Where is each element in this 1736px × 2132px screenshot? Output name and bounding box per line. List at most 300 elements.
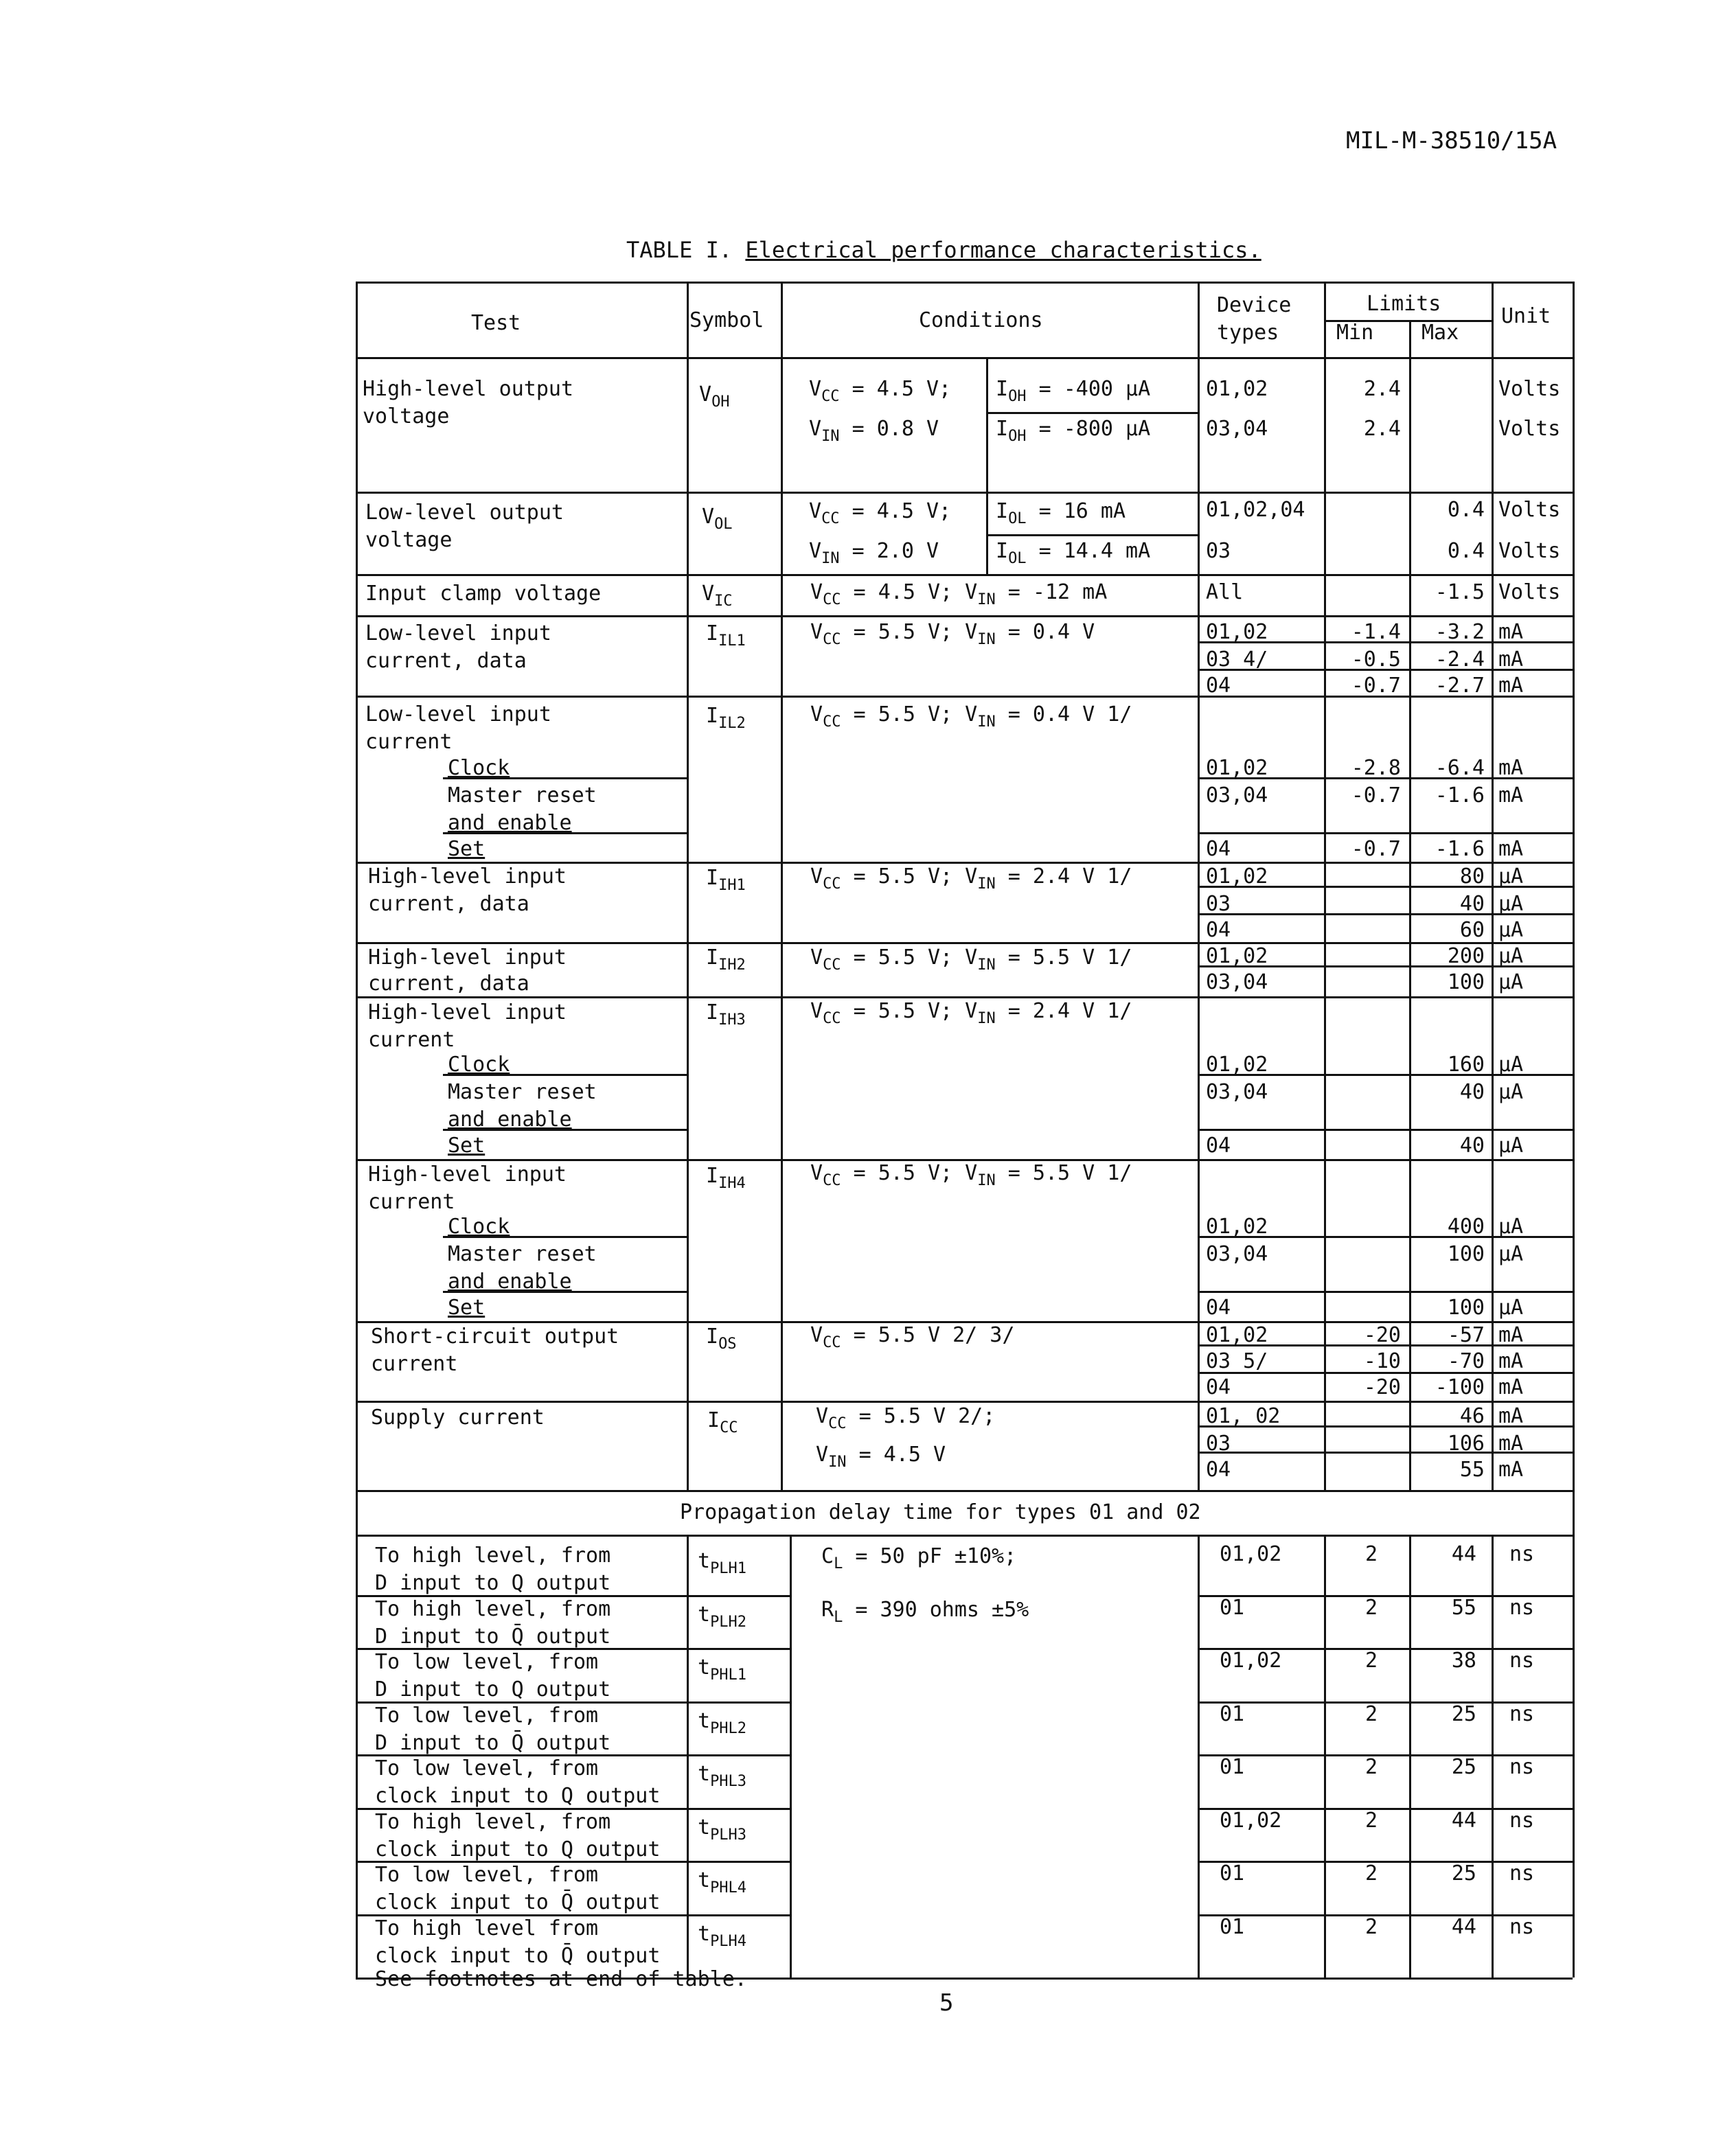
symbol-vic	[702, 584, 733, 609]
device-type-value: 03 4/	[1206, 647, 1268, 672]
col-rule	[687, 282, 689, 1490]
condition-text	[809, 379, 951, 404]
expression-text: = 4.5 V	[846, 1443, 946, 1467]
expression-text: I	[996, 499, 1009, 523]
expression-text: = 14.4 mA	[1026, 539, 1151, 563]
max-value: 55	[1459, 1458, 1485, 1482]
device-type-value: 01, 02	[1206, 1404, 1281, 1428]
prop-device-type: 01	[1220, 1755, 1245, 1779]
prop-test-line1: To high level, from	[375, 1544, 611, 1568]
document-id: MIL-M-38510/15A	[1346, 127, 1557, 154]
prop-unit: ns	[1509, 1649, 1535, 1673]
subscript: OH	[1008, 428, 1027, 445]
device-type-value: 04	[1206, 1134, 1231, 1158]
sub-row-line	[443, 1074, 687, 1076]
expression-text: = -400 μA	[1026, 377, 1151, 401]
sub-item-clock: Clock	[448, 1053, 510, 1077]
header-types: types	[1217, 321, 1279, 345]
subscript: OL	[1008, 510, 1027, 527]
row-separator	[356, 862, 1573, 864]
unit-value: mA	[1498, 756, 1524, 780]
subscript: PHL2	[710, 1719, 747, 1737]
prop-device-type: 01	[1220, 1861, 1245, 1885]
subscript: IN	[977, 713, 996, 731]
cond-split-line	[986, 534, 1198, 536]
expression-text: I	[996, 539, 1009, 563]
expression-text: = 50 pF ±10%;	[843, 1544, 1017, 1568]
min-value: 2.4	[1363, 417, 1401, 441]
footnote-reference: See footnotes at end of table.	[375, 1967, 747, 1991]
expression-text: I	[706, 1164, 719, 1188]
test-name: High-level output	[363, 377, 574, 401]
device-type-value: 03 5/	[1206, 1349, 1268, 1373]
header-test: Test	[471, 311, 521, 335]
header-max: Max	[1421, 321, 1459, 345]
expression-text: = 0.4 V 1/	[995, 702, 1132, 726]
prop-device-type: 01,02	[1220, 1542, 1282, 1566]
device-type-value: 03,04	[1206, 417, 1268, 441]
row-separator	[356, 1401, 1573, 1403]
expression-text: I	[706, 1325, 719, 1349]
expression-text: t	[698, 1602, 711, 1627]
expression-text: V	[809, 377, 822, 401]
subscript: IN	[977, 591, 996, 608]
symbol-vol	[702, 507, 733, 532]
prop-delay-heading: Propagation delay time for types 01 and 02	[680, 1500, 1201, 1524]
prop-max: 25	[1451, 1861, 1476, 1885]
symbol-voh	[699, 382, 730, 411]
prop-test-line2: D input to Q output	[375, 1677, 611, 1701]
subscript: IN	[977, 631, 996, 648]
table-caption: Electrical performance characteristics.	[745, 237, 1261, 263]
prop-symbol	[698, 1764, 746, 1789]
max-value: 100	[1447, 1296, 1485, 1320]
expression-text: I	[706, 866, 719, 890]
expression-text: V	[816, 1404, 829, 1428]
prop-condition-rl	[821, 1600, 1029, 1625]
prop-test-line1: To low level, from	[375, 1703, 599, 1728]
prop-symbol	[698, 1655, 747, 1684]
unit-value: μA	[1498, 864, 1524, 889]
test-name: High-level input	[368, 1000, 567, 1024]
expression-text: = 5.5 V; V	[841, 620, 978, 644]
unit-value: μA	[1498, 1053, 1524, 1077]
expression-text: V	[810, 945, 823, 970]
prop-symbol	[698, 1551, 746, 1577]
expression-text: = 4.5 V;	[839, 377, 952, 401]
row-separator	[356, 1490, 1573, 1492]
subscript: CC	[821, 510, 840, 527]
min-value: -20	[1363, 1323, 1401, 1347]
expression-text: t	[698, 1815, 711, 1839]
test-name: Low-level input	[365, 702, 551, 726]
expression-text: I	[996, 377, 1009, 401]
prop-heading-separator	[356, 1535, 1573, 1537]
prop-symbol	[698, 1602, 747, 1631]
prop-test-line2: D input to Q̄ output	[375, 1730, 611, 1755]
expression-text: I	[706, 1000, 719, 1024]
prop-max: 44	[1451, 1914, 1476, 1939]
row-separator	[356, 574, 1573, 576]
subscript: IN	[977, 875, 996, 893]
expression-text: V	[810, 580, 823, 604]
subscript: PHL4	[710, 1879, 747, 1896]
device-type-value: 01,02	[1206, 944, 1268, 968]
test-name: Low-level input	[365, 621, 551, 645]
unit-value: Volts	[1498, 539, 1561, 563]
unit-value: mA	[1498, 1323, 1524, 1347]
expression-text: V	[809, 417, 822, 441]
cond-split-line	[986, 412, 1198, 414]
row-separator	[356, 357, 1573, 359]
max-value: -3.2	[1435, 620, 1485, 644]
min-value: -0.7	[1351, 837, 1401, 861]
sub-item-set: Set	[448, 1134, 486, 1158]
expression-text: V	[702, 505, 715, 529]
test-name: current	[368, 1028, 455, 1052]
test-name: current, data	[365, 649, 527, 673]
expression-text: I	[706, 945, 719, 970]
sub-row-line	[1198, 641, 1573, 643]
unit-value: μA	[1498, 1215, 1524, 1239]
device-type-value: 04	[1206, 1458, 1231, 1482]
table-top-border	[356, 282, 1573, 284]
subscript: CC	[720, 1419, 738, 1436]
expression-text: V	[702, 582, 715, 606]
condition-text	[996, 501, 1126, 527]
device-type-value: 01,02	[1206, 1053, 1268, 1077]
test-name: current, data	[368, 972, 529, 996]
prop-min: 2	[1364, 1755, 1378, 1779]
prop-test-line1: To low level, from	[375, 1756, 599, 1780]
test-name: Supply current	[371, 1406, 545, 1430]
unit-value: μA	[1498, 944, 1524, 968]
row-separator	[356, 996, 1573, 998]
expression-text: t	[698, 1708, 711, 1733]
prop-test-line2: clock input to Q̄ output	[375, 1943, 661, 1968]
header-limits: Limits	[1367, 292, 1441, 316]
device-type-value: 04	[1206, 1296, 1231, 1320]
max-value: 46	[1459, 1404, 1485, 1428]
expression-text: = 5.5 V 1/	[995, 945, 1132, 970]
expression-text: = -800 μA	[1026, 417, 1151, 441]
sub-item-and-enable: and enable	[448, 1270, 572, 1294]
prop-symbol	[698, 1708, 747, 1737]
expression-text: I	[996, 417, 1009, 441]
device-type-value: 03,04	[1206, 1080, 1268, 1104]
subscript: IH3	[718, 1011, 746, 1029]
test-name: voltage	[363, 404, 450, 428]
row-separator	[356, 492, 1573, 494]
sub-item-and-enable: and enable	[448, 1108, 572, 1132]
row-separator	[356, 615, 1573, 617]
unit-value: mA	[1498, 1349, 1524, 1373]
condition-text	[996, 379, 1150, 404]
min-value: -20	[1363, 1375, 1401, 1399]
expression-text: t	[698, 1868, 711, 1892]
unit-value: mA	[1498, 647, 1524, 672]
min-value: -2.8	[1351, 756, 1401, 780]
condition-text	[810, 582, 1107, 608]
unit-value: mA	[1498, 674, 1524, 698]
prop-test-line1: To low level, from	[375, 1863, 599, 1887]
sub-row-line	[1198, 1074, 1573, 1076]
sub-row-line	[443, 832, 687, 834]
subscript: PHL3	[710, 1773, 747, 1790]
prop-test-line1: To high level, from	[375, 1809, 611, 1834]
prop-unit: ns	[1509, 1861, 1535, 1885]
expression-text: = 0.4 V	[995, 620, 1095, 644]
device-type-value: 03,04	[1206, 970, 1268, 994]
expression-text: = 2.4 V 1/	[995, 864, 1132, 889]
subscript: IN	[821, 550, 840, 567]
unit-value: mA	[1498, 1404, 1524, 1428]
prop-device-type: 01,02	[1220, 1649, 1282, 1673]
expression-text: = 5.5 V 2/;	[846, 1404, 996, 1428]
prop-test-line1: To low level, from	[375, 1650, 599, 1674]
prop-test-line2: D input to Q output	[375, 1571, 611, 1595]
prop-unit: ns	[1509, 1542, 1535, 1566]
header-unit: Unit	[1501, 304, 1551, 328]
sub-item-clock: Clock	[448, 1215, 510, 1239]
expression-text: I	[707, 1408, 720, 1432]
test-name: voltage	[365, 528, 453, 552]
condition-text	[810, 1325, 1014, 1351]
condition-text	[810, 622, 1095, 647]
sub-row-line	[1198, 777, 1573, 779]
prop-device-type: 01,02	[1220, 1808, 1282, 1833]
expression-text: V	[810, 864, 823, 889]
expression-text: V	[810, 702, 823, 726]
device-type-value: 01,02	[1206, 1323, 1268, 1347]
expression-text: = 0.8 V	[839, 417, 939, 441]
expression-text: V	[816, 1443, 829, 1467]
prop-test-line1: To high level, from	[375, 1596, 611, 1621]
table-title	[626, 239, 1261, 261]
max-value: 200	[1447, 944, 1485, 968]
prop-test-line2: clock input to Q output	[375, 1837, 661, 1861]
sub-row-line	[1198, 965, 1573, 967]
device-type-value: 04	[1206, 674, 1231, 698]
condition-text	[809, 541, 939, 566]
symbol-iih1	[706, 868, 746, 893]
test-name: current	[371, 1352, 458, 1376]
prop-test-line2: D input to Q̄ output	[375, 1624, 611, 1649]
unit-value: mA	[1498, 1458, 1524, 1482]
min-max-divider	[1409, 320, 1411, 357]
header-conditions: Conditions	[919, 308, 1043, 332]
symbol-iih4	[706, 1166, 746, 1191]
condition-text	[809, 501, 951, 527]
unit-value: Volts	[1498, 417, 1561, 441]
expression-text: V	[810, 620, 823, 644]
col-rule	[781, 282, 783, 1490]
max-value: 40	[1459, 1080, 1485, 1104]
page-number: 5	[939, 1989, 954, 2017]
symbol-iih3	[706, 1002, 746, 1028]
prop-max: 25	[1451, 1701, 1476, 1726]
expression-text: V	[810, 1161, 823, 1185]
expression-text: = 390 ohms ±5%	[843, 1598, 1029, 1622]
expression-text: = -12 mA	[995, 580, 1108, 604]
expression-text: t	[698, 1921, 711, 1946]
condition-text	[810, 704, 1132, 730]
subscript: PLH3	[710, 1826, 747, 1844]
subscript: OL	[1008, 550, 1027, 567]
device-type-value: 04	[1206, 918, 1231, 942]
test-name: current	[368, 1190, 455, 1214]
expression-text: V	[809, 539, 822, 563]
sub-row-line	[1198, 1425, 1573, 1428]
expression-text: = 4.5 V; V	[841, 580, 978, 604]
max-value: 80	[1459, 864, 1485, 889]
condition-text	[810, 1001, 1132, 1027]
subscript: IN	[977, 1010, 996, 1027]
test-name: High-level input	[368, 864, 567, 889]
condition-text	[810, 1163, 1132, 1189]
prop-test-line1: To high level from	[375, 1916, 599, 1940]
prop-symbol	[698, 1870, 746, 1896]
prop-min: 2	[1364, 1649, 1378, 1673]
device-type-value: 01,02	[1206, 377, 1268, 401]
subscript: PLH1	[710, 1560, 747, 1577]
col-rule	[790, 1535, 792, 1978]
prop-condition-cl	[821, 1546, 1016, 1572]
subscript: CC	[821, 388, 840, 405]
subscript: CC	[823, 875, 841, 893]
test-name: current, data	[368, 892, 529, 916]
device-type-value: 04	[1206, 837, 1231, 861]
device-type-value: 03,04	[1206, 783, 1268, 807]
expression-text: V	[810, 1323, 823, 1347]
max-value: -100	[1435, 1375, 1485, 1399]
header-symbol: Symbol	[689, 308, 764, 332]
symbol-icc	[707, 1410, 738, 1436]
expression-text: I	[706, 621, 719, 645]
prop-min: 2	[1364, 1914, 1378, 1939]
sub-row-line	[1198, 1236, 1573, 1238]
expression-text: = 5.5 V; V	[841, 864, 978, 889]
unit-value: μA	[1498, 1080, 1524, 1104]
prop-unit: ns	[1509, 1808, 1535, 1833]
max-value: 100	[1447, 1242, 1485, 1266]
unit-value: mA	[1498, 1375, 1524, 1399]
subscript: IC	[714, 593, 733, 610]
unit-value: μA	[1498, 1296, 1524, 1320]
expression-text: t	[698, 1655, 711, 1680]
sub-row-line	[1198, 1129, 1573, 1131]
max-value: 60	[1459, 918, 1485, 942]
condition-text	[816, 1406, 995, 1432]
subscript: IN	[977, 1172, 996, 1189]
max-value: 160	[1447, 1053, 1485, 1077]
max-value: -6.4	[1435, 756, 1485, 780]
subscript: CC	[823, 1010, 841, 1027]
sub-item-set: Set	[448, 837, 486, 861]
sub-item-clock: Clock	[448, 756, 510, 780]
sub-row-line	[1198, 913, 1573, 915]
device-type-value: 01,02	[1206, 620, 1268, 644]
subscript: L	[834, 1555, 843, 1572]
prop-max: 44	[1451, 1808, 1476, 1833]
unit-value: mA	[1498, 837, 1524, 861]
subscript: L	[834, 1609, 843, 1626]
sub-row-line	[1198, 1291, 1573, 1293]
device-type-value: 01,02,04	[1206, 498, 1305, 522]
test-name: High-level input	[368, 1162, 567, 1187]
expression-text: = 5.5 V; V	[841, 945, 978, 970]
expression-text: V	[699, 382, 712, 406]
condition-text	[996, 419, 1150, 444]
symbol-iil2	[706, 706, 746, 731]
expression-text: I	[706, 704, 719, 728]
expression-text: = 2.0 V	[839, 539, 939, 563]
min-value: -10	[1363, 1349, 1401, 1373]
expression-text: V	[809, 499, 822, 523]
device-type-value: 03,04	[1206, 1242, 1268, 1266]
table-label: TABLE I.	[626, 237, 733, 263]
unit-value: Volts	[1498, 377, 1561, 401]
unit-value: μA	[1498, 970, 1524, 994]
max-value: -1.6	[1435, 837, 1485, 861]
unit-value: μA	[1498, 1134, 1524, 1158]
prop-max: 44	[1451, 1542, 1476, 1566]
sub-item-and-enable: and enable	[448, 811, 572, 835]
prop-test-line2: clock input to Q output	[375, 1784, 661, 1808]
expression-text: = 5.5 V; V	[841, 702, 978, 726]
sub-row-line	[443, 777, 687, 779]
expression-text: R	[821, 1598, 834, 1622]
condition-text	[816, 1445, 946, 1470]
symbol-iil1	[706, 623, 746, 649]
expression-text: t	[698, 1762, 711, 1786]
max-value: -57	[1447, 1323, 1485, 1347]
test-name: Input clamp voltage	[365, 582, 602, 606]
subscript: OH	[1008, 388, 1027, 405]
expression-text: = 4.5 V;	[839, 499, 952, 523]
max-value: 0.4	[1447, 498, 1485, 522]
table-left-border	[356, 282, 358, 1978]
max-value: 0.4	[1447, 539, 1485, 563]
sub-row-line	[1198, 886, 1573, 888]
max-value: 40	[1459, 1134, 1485, 1158]
prop-max: 55	[1451, 1595, 1476, 1620]
prop-device-type: 01	[1220, 1914, 1245, 1939]
subscript: CC	[828, 1415, 847, 1432]
sub-row-line	[443, 1129, 687, 1131]
col-rule	[1409, 357, 1411, 1490]
device-type-value: 04	[1206, 1375, 1231, 1399]
subscript: OL	[714, 516, 733, 533]
subscript: IN	[821, 428, 840, 445]
expression-text: V	[810, 999, 823, 1023]
subscript: IH4	[718, 1175, 746, 1192]
sub-item-set: Set	[448, 1296, 486, 1320]
prop-test-line2: clock input to Q̄ output	[375, 1890, 661, 1914]
table-right-border	[1573, 282, 1575, 1978]
test-name: current	[365, 730, 453, 754]
expression-text: = 16 mA	[1026, 499, 1126, 523]
prop-max: 38	[1451, 1649, 1476, 1673]
header-min: Min	[1336, 321, 1374, 345]
sub-row-line	[1198, 1372, 1573, 1374]
subscript: IN	[828, 1454, 847, 1471]
subscript: IL1	[718, 632, 746, 650]
subscript: PLH2	[710, 1613, 747, 1631]
prop-unit: ns	[1509, 1914, 1535, 1939]
device-type-value: 03	[1206, 1432, 1231, 1456]
device-type-value: 01,02	[1206, 864, 1268, 889]
